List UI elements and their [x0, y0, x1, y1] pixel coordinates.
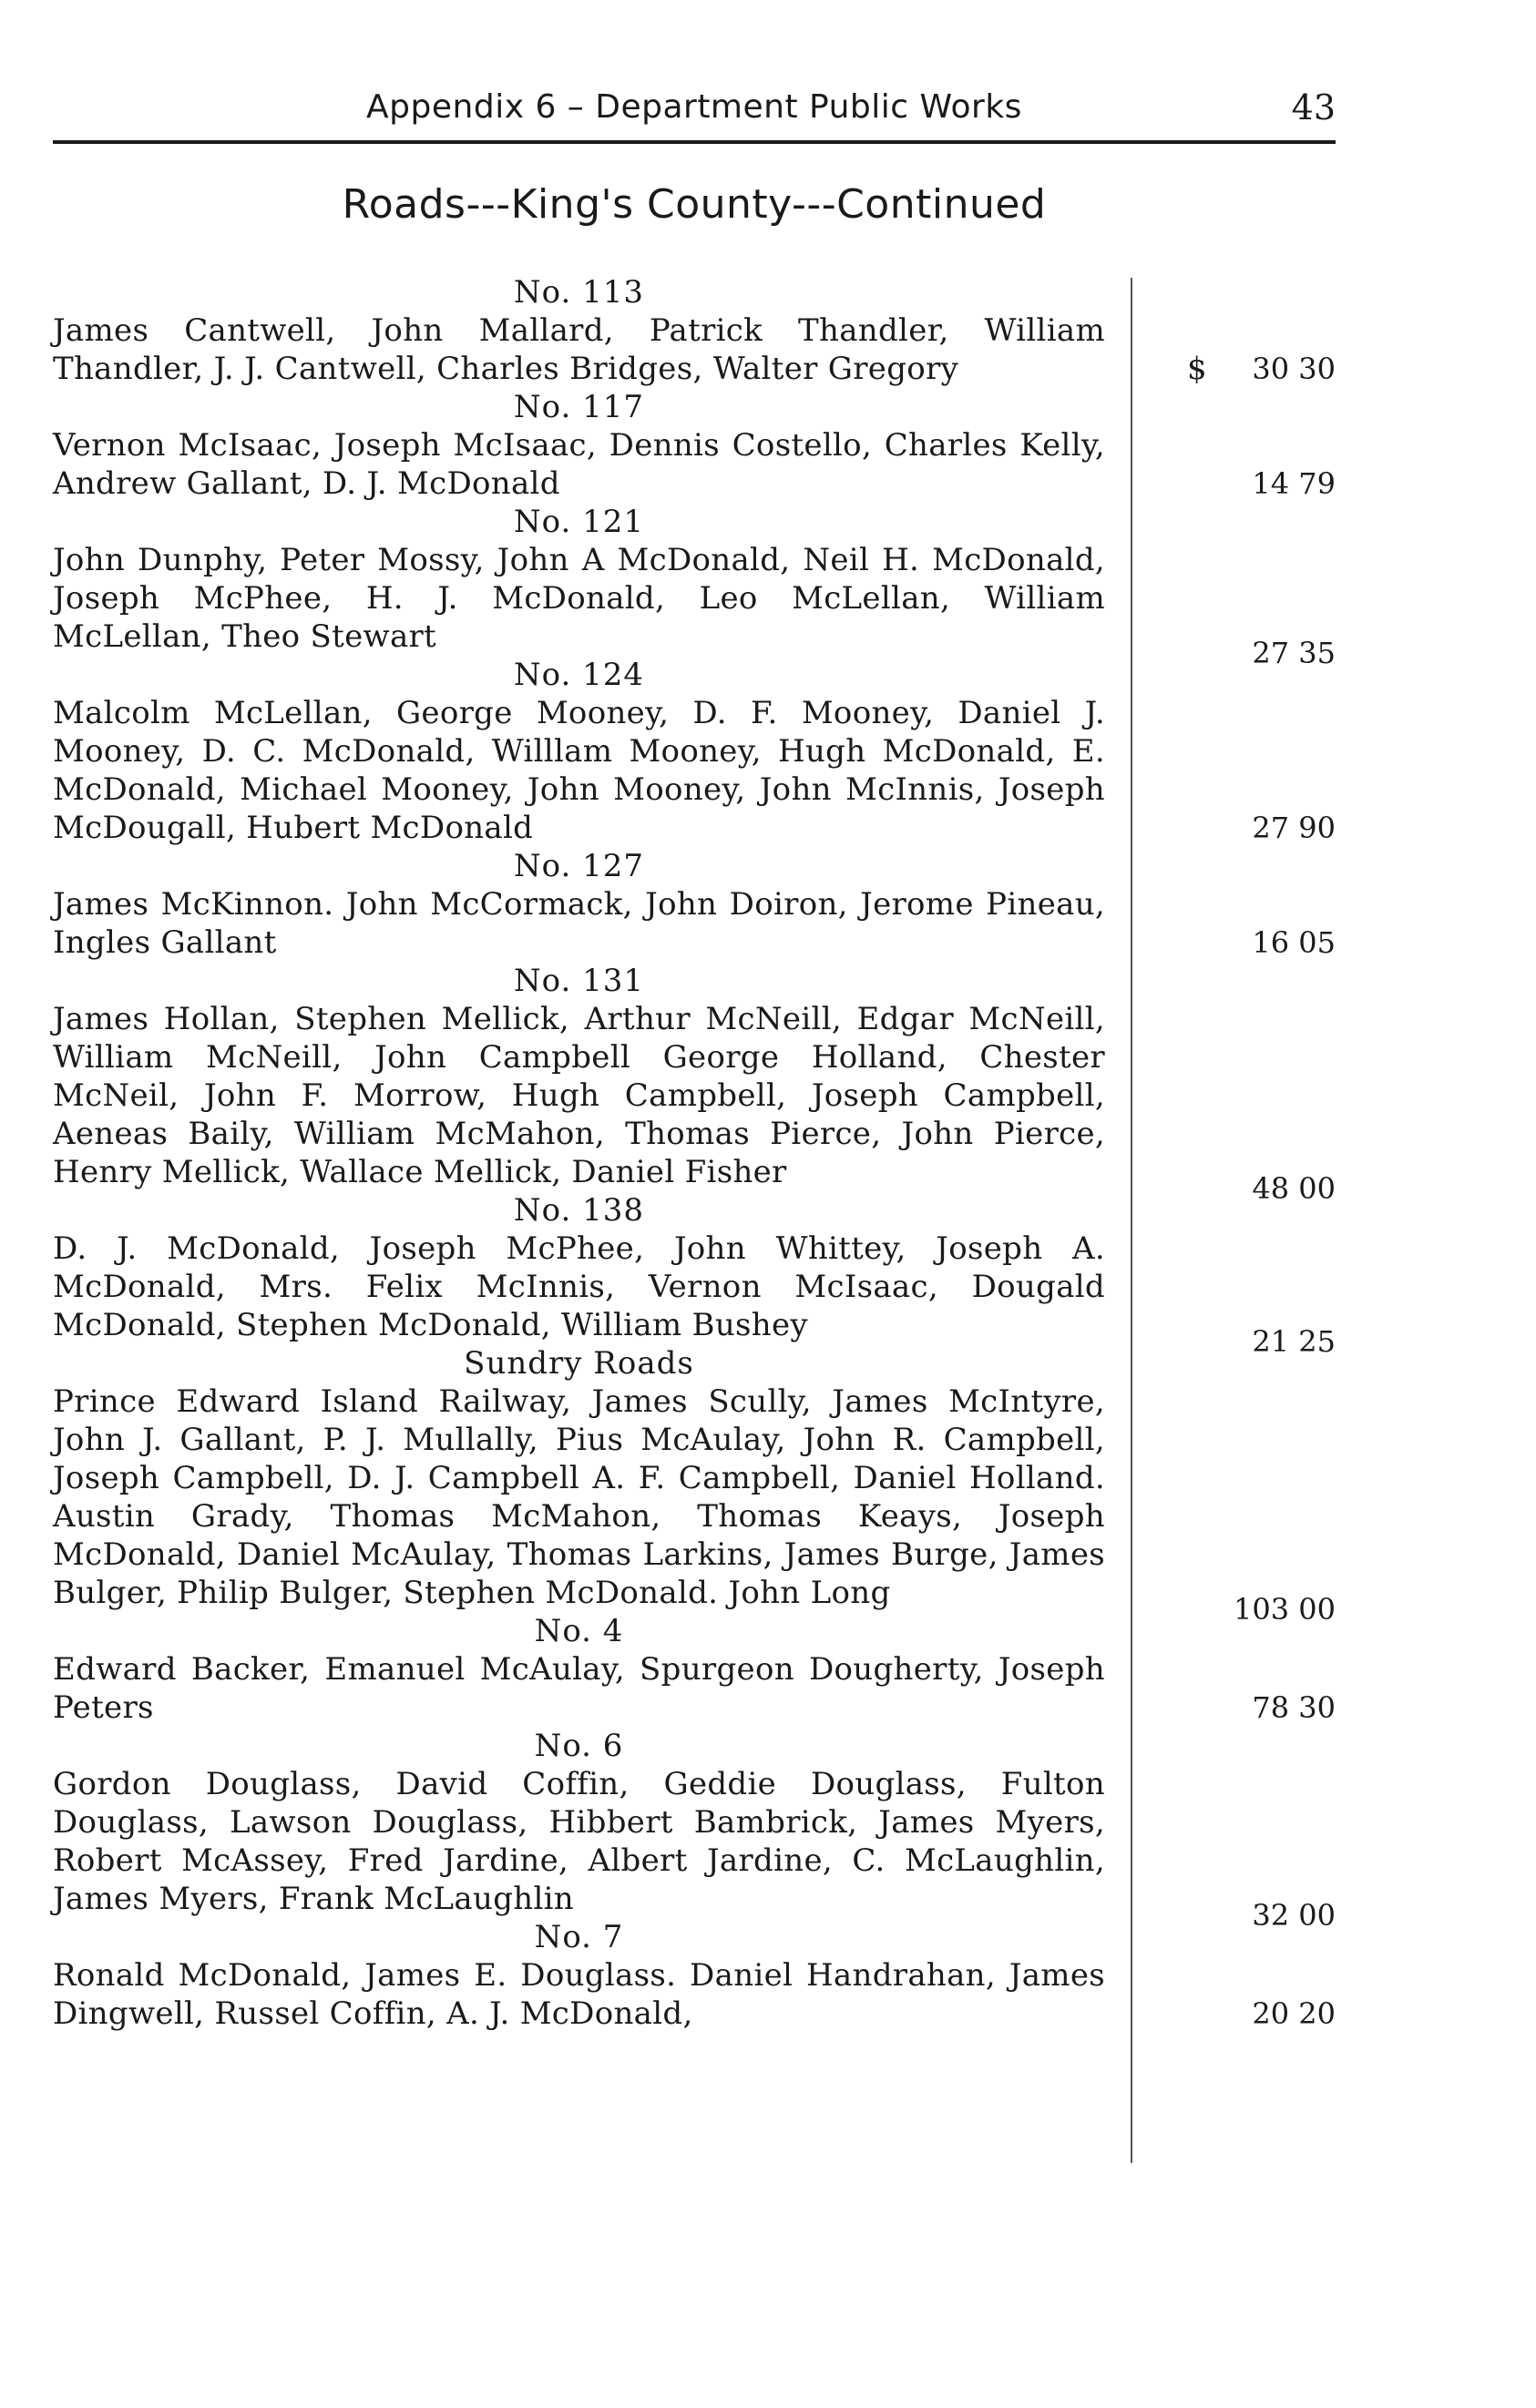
road-number-heading: No. 4: [534, 1613, 624, 1649]
amount-value: 14 79: [1252, 466, 1336, 501]
amount-value: 30 30: [1252, 352, 1336, 386]
road-number-heading: No. 138: [513, 1192, 645, 1229]
worker-names: John Dunphy, Peter Mossy, John A McDonald, Neil H. McDonald, Joseph McPhee, H. J. McDonald, Leo McLellan, William McLellan, Theo Stewart: [53, 542, 1105, 655]
road-entry: [53, 1918, 1336, 2033]
road-entry: [53, 847, 1336, 962]
worker-names: Gordon Douglass, David Coffin, Geddie Douglass, Fulton Douglass, Lawson Douglass, Hibbert Bambrick, James Myers, Robert McAssey, Fred Jardine, Albert Jardine, C. McLaughlin, James Myers, Frank McLaughlin: [53, 1766, 1105, 1917]
road-number-heading: No. 131: [513, 963, 645, 999]
road-number-heading: No. 124: [513, 657, 645, 693]
worker-names: James McKinnon. John McCormack, John Doiron, Jerome Pineau, Ingles Gallant: [53, 886, 1105, 961]
road-number-heading: No. 117: [513, 389, 645, 425]
road-entry: [53, 656, 1336, 847]
page-header: [53, 84, 1336, 144]
page-number: 43: [1291, 87, 1336, 128]
road-entry: [53, 1612, 1336, 1727]
amount-value: 103 00: [1234, 1592, 1336, 1627]
amount-value: 27 90: [1252, 811, 1336, 845]
section-title: Roads---King's County---Continued: [342, 181, 1047, 228]
worker-names: D. J. McDonald, Joseph McPhee, John Whittey, Joseph A. McDonald, Mrs. Felix McInnis, Vernon McIsaac, Dougald McDonald, Stephen McDonald, William Bushey: [53, 1230, 1105, 1343]
worker-names: James Hollan, Stephen Mellick, Arthur McNeill, Edgar McNeill, William McNeill, John Campbell George Holland, Chester McNeil, John F. Morrow, Hugh Campbell, Joseph Campbell, Aeneas Baily, William McMahon, Thomas Pierce, John Pierce, Henry Mellick, Wallace Mellick, Daniel Fisher: [53, 1001, 1105, 1190]
currency-symbol: $: [1187, 351, 1207, 387]
road-entry: [53, 503, 1336, 670]
road-entry: [53, 962, 1336, 1206]
amount-value: 21 25: [1252, 1324, 1336, 1359]
worker-names: James Cantwell, John Mallard, Patrick Thandler, William Thandler, J. J. Cantwell, Charles Bridges, Walter Gregory: [53, 312, 1105, 387]
road-number-heading: No. 6: [534, 1728, 624, 1764]
worker-names: Vernon McIsaac, Joseph McIsaac, Dennis Costello, Charles Kelly, Andrew Gallant, D. J. McDonald: [53, 427, 1105, 502]
road-entry: [53, 1344, 1336, 1627]
road-number-heading: No. 121: [513, 504, 645, 540]
worker-names: Malcolm McLellan, George Mooney, D. F. Mooney, Daniel J. Mooney, D. C. McDonald, Willlam Mooney, Hugh McDonald, E. McDonald, Michael Mooney, John Mooney, John McInnis, Joseph McDougall, Hubert McDonald: [53, 695, 1105, 846]
amount-value: 20 20: [1252, 1996, 1336, 2031]
amount-value: 32 00: [1252, 1898, 1336, 1933]
worker-names: Ronald McDonald, James E. Douglass. Daniel Handrahan, James Dingwell, Russel Coffin, A. J. McDonald,: [53, 1957, 1105, 2032]
road-number-heading: No. 127: [513, 848, 645, 884]
road-number-heading: No. 7: [534, 1919, 624, 1955]
road-number-heading: Sundry Roads: [464, 1345, 694, 1382]
amount-value: 48 00: [1252, 1171, 1336, 1206]
amount-value: 27 35: [1252, 636, 1336, 670]
amount-value: 16 05: [1252, 925, 1336, 960]
road-entry: [53, 388, 1336, 503]
road-entry: [53, 273, 1336, 388]
road-number-heading: No. 113: [513, 274, 645, 311]
road-entry: [53, 1727, 1336, 1933]
entry-list: [53, 273, 1336, 2033]
running-title: Appendix 6 – Department Public Works: [366, 88, 1022, 126]
amount-value: 78 30: [1252, 1690, 1336, 1725]
worker-names: Edward Backer, Emanuel McAulay, Spurgeon Dougherty, Joseph Peters: [53, 1651, 1105, 1726]
worker-names: Prince Edward Island Railway, James Scully, James McIntyre, John J. Gallant, P. J. Mullally, Pius McAulay, John R. Campbell, Joseph Campbell, D. J. Campbell A. F. Campbell, Daniel Holland. Austin Grady, Thomas McMahon, Thomas Keays, Joseph McDonald, Daniel McAulay, Thomas Larkins, James Burge, James Bulger, Philip Bulger, Stephen McDonald. John Long: [53, 1383, 1105, 1611]
road-entry: [53, 1191, 1336, 1359]
